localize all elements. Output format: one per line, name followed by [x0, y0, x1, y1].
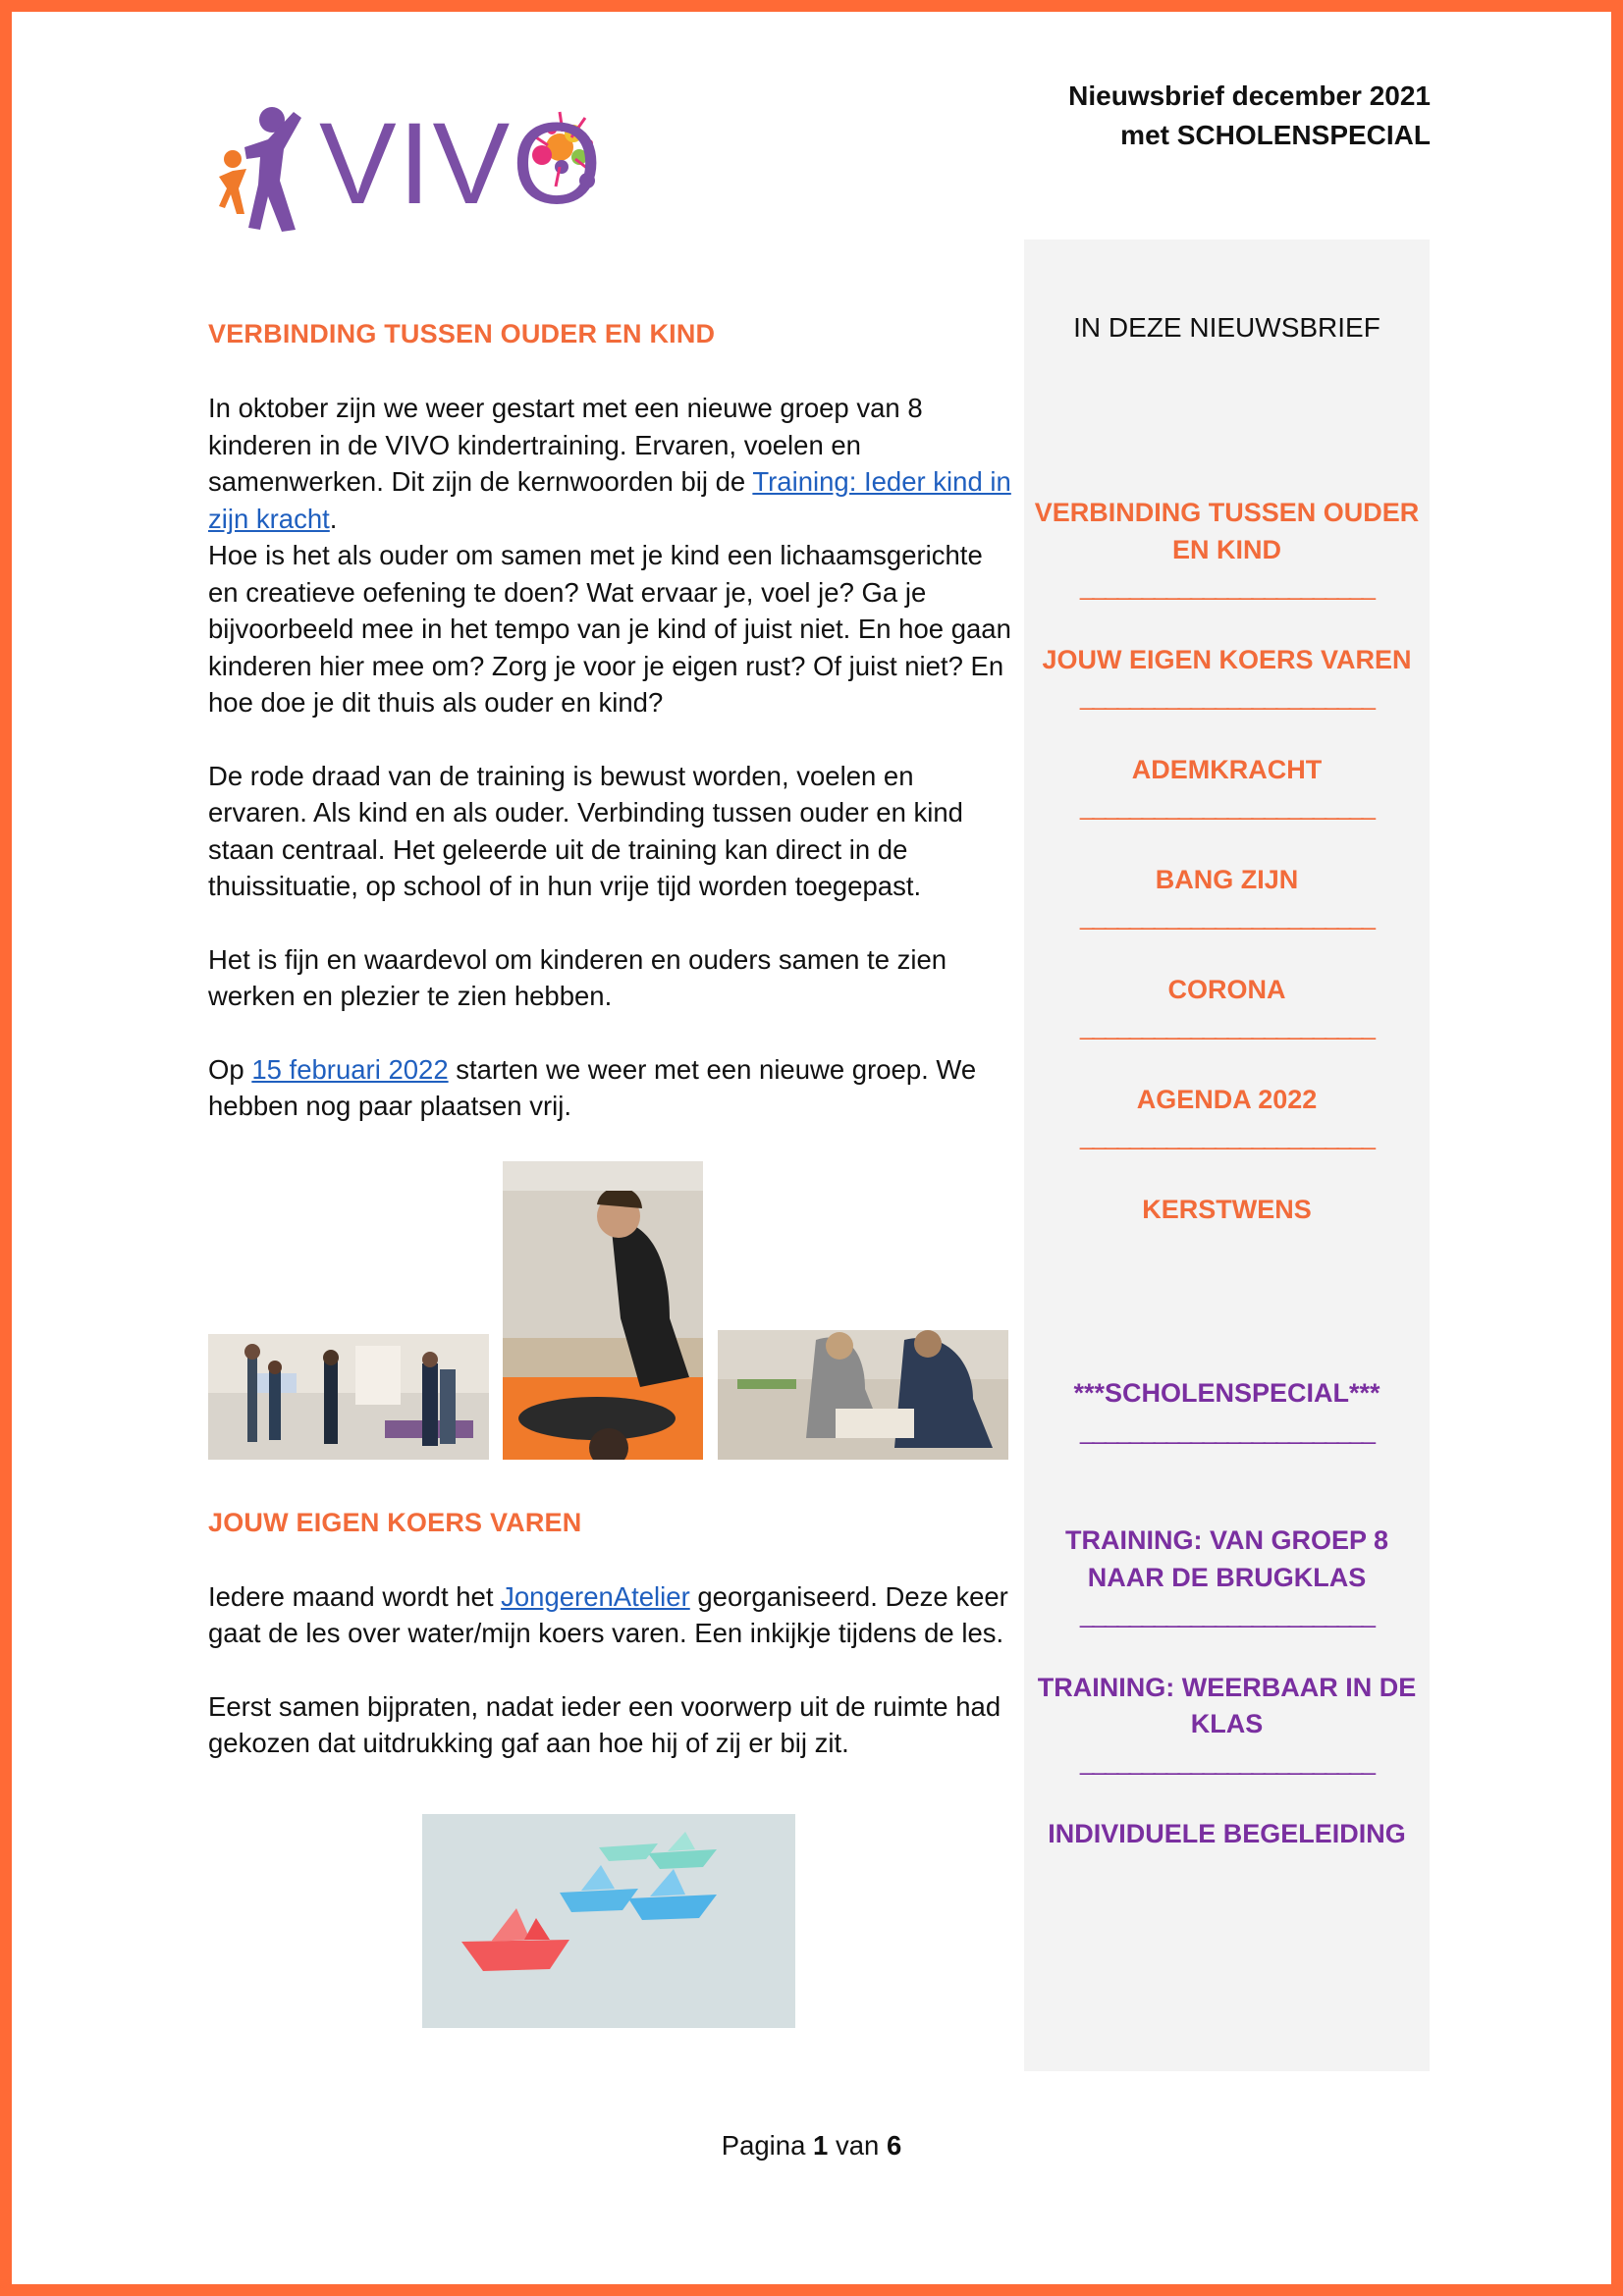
section1-paragraph-5: [208, 1051, 1013, 1125]
issue-line-2: met SCHOLENSPECIAL: [1120, 120, 1431, 150]
page-number-middle: van: [828, 2130, 887, 2161]
paragraph-text: In oktober zijn we weer gestart met een nieuwe groep van 8 kinderen in de VIVO kindertraining. Ervaren, voelen en samenwerken. Dit zijn de kernwoorden bij de: [208, 393, 923, 497]
toc-separator: ________________________: [1079, 1415, 1375, 1445]
current-page: 1: [813, 2130, 829, 2161]
toc-separator: ________________________: [1079, 681, 1375, 711]
paragraph-text: Iedere maand wordt het: [208, 1580, 502, 1612]
section2-paragraph-1: [208, 1578, 1013, 1652]
toc-item-scholenspecial[interactable]: ***SCHOLENSPECIAL***: [1073, 1378, 1380, 1408]
jongerenatelier-link[interactable]: JongerenAtelier: [501, 1580, 690, 1612]
newsletter-title: [1068, 77, 1431, 155]
paragraph-text: Op: [208, 1053, 252, 1085]
toc-item-koers[interactable]: JOUW EIGEN KOERS VAREN: [1042, 644, 1412, 674]
toc-title: IN DEZE NIEUWSBRIEF: [1073, 312, 1380, 343]
vivo-logo: [211, 98, 614, 236]
logo-text: VIVO: [319, 99, 604, 229]
training-link[interactable]: Training: Ieder kind in zijn kracht: [208, 466, 1011, 534]
section-heading-verbinding: VERBINDING TUSSEN OUDER EN KIND: [208, 319, 716, 348]
paragraph-text: .: [329, 503, 338, 534]
issue-line-1: Nieuwsbrief december 2021: [1068, 80, 1431, 111]
toc-list: [1024, 495, 1430, 1853]
section-heading-koers: JOUW EIGEN KOERS VAREN: [208, 1507, 582, 1537]
group-photo-1: [208, 1334, 489, 1460]
toc-item-individuele-begeleiding[interactable]: INDIVIDUELE BEGELEIDING: [1048, 1819, 1406, 1848]
toc-item-agenda[interactable]: AGENDA 2022: [1136, 1084, 1318, 1114]
total-pages: 6: [886, 2130, 902, 2161]
table-of-contents-sidebar: [1024, 240, 1430, 2071]
page-number-prefix: Pagina: [721, 2130, 814, 2161]
section1-paragraph-2: Hoe is het als ouder om samen met je kind een lichaamsgerichte en creatieve oefening te doen? Wat ervaar je, voel je? Ga je bijvoorbeeld mee in het tempo van je kind of juist niet. En hoe gaan kinderen hier mee om? Zorg je voor je eigen rust? Of juist niet? En hoe doe je dit thuis als ouder en kind?: [208, 540, 1011, 718]
section1-paragraph-4: Het is fijn en waardevol om kinderen en ouders samen te zien werken en plezier te zien hebben.: [208, 943, 947, 1011]
toc-item-corona[interactable]: CORONA: [1167, 974, 1286, 1004]
toc-item-bang-zijn[interactable]: BANG ZIJN: [1155, 864, 1299, 894]
massage-photo: [503, 1161, 703, 1460]
toc-separator: ________________________: [1079, 1599, 1375, 1629]
section1-paragraph-1: [208, 390, 1013, 537]
paragraph-text: starten we weer met een nieuwe groep. We hebben nog paar plaatsen vrij.: [208, 1053, 977, 1121]
main-column: [208, 314, 1013, 2030]
date-link[interactable]: 15 februari 2022: [251, 1053, 449, 1085]
paper-boats-photo: [208, 1814, 1013, 2030]
toc-item-kerstwens[interactable]: KERSTWENS: [1142, 1194, 1312, 1224]
toc-separator: ________________________: [1079, 901, 1375, 931]
toc-separator: ________________________: [1079, 1745, 1375, 1776]
group-photo-2: [718, 1330, 1008, 1460]
toc-item-weerbaar[interactable]: TRAINING: WEERBAAR IN DE KLAS: [1037, 1672, 1417, 1738]
toc-separator: ________________________: [1079, 791, 1375, 821]
paragraph-text: georganiseerd. Deze keer gaat de les over water/mijn koers varen. Een inkijkje tijdens de les.: [208, 1580, 1008, 1648]
toc-item-verbinding[interactable]: VERBINDING TUSSEN OUDER EN KIND: [1034, 498, 1420, 564]
section2-paragraph-2: Eerst samen bijpraten, nadat ieder een voorwerp uit de ruimte had gekozen dat uitdrukking gaf aan hoe hij of zij er bij zit.: [208, 1690, 1001, 1758]
page-number: [0, 2130, 1623, 2162]
section1-paragraph-3: De rode draad van de training is bewust worden, voelen en ervaren. Als kind en als ouder. Verbinding tussen ouder en kind staan centraal. Het geleerde uit de training kan direct in de thuissituatie, op school of in hun vrije tijd worden toegepast.: [208, 760, 963, 901]
toc-item-ademkracht[interactable]: ADEMKRACHT: [1131, 754, 1323, 784]
toc-separator: ________________________: [1079, 571, 1375, 601]
toc-item-groep8[interactable]: TRAINING: VAN GROEP 8 NAAR DE BRUGKLAS: [1064, 1525, 1389, 1592]
training-photos: [208, 1161, 1013, 1466]
toc-separator: ________________________: [1079, 1121, 1375, 1150]
toc-separator: ________________________: [1079, 1011, 1375, 1041]
